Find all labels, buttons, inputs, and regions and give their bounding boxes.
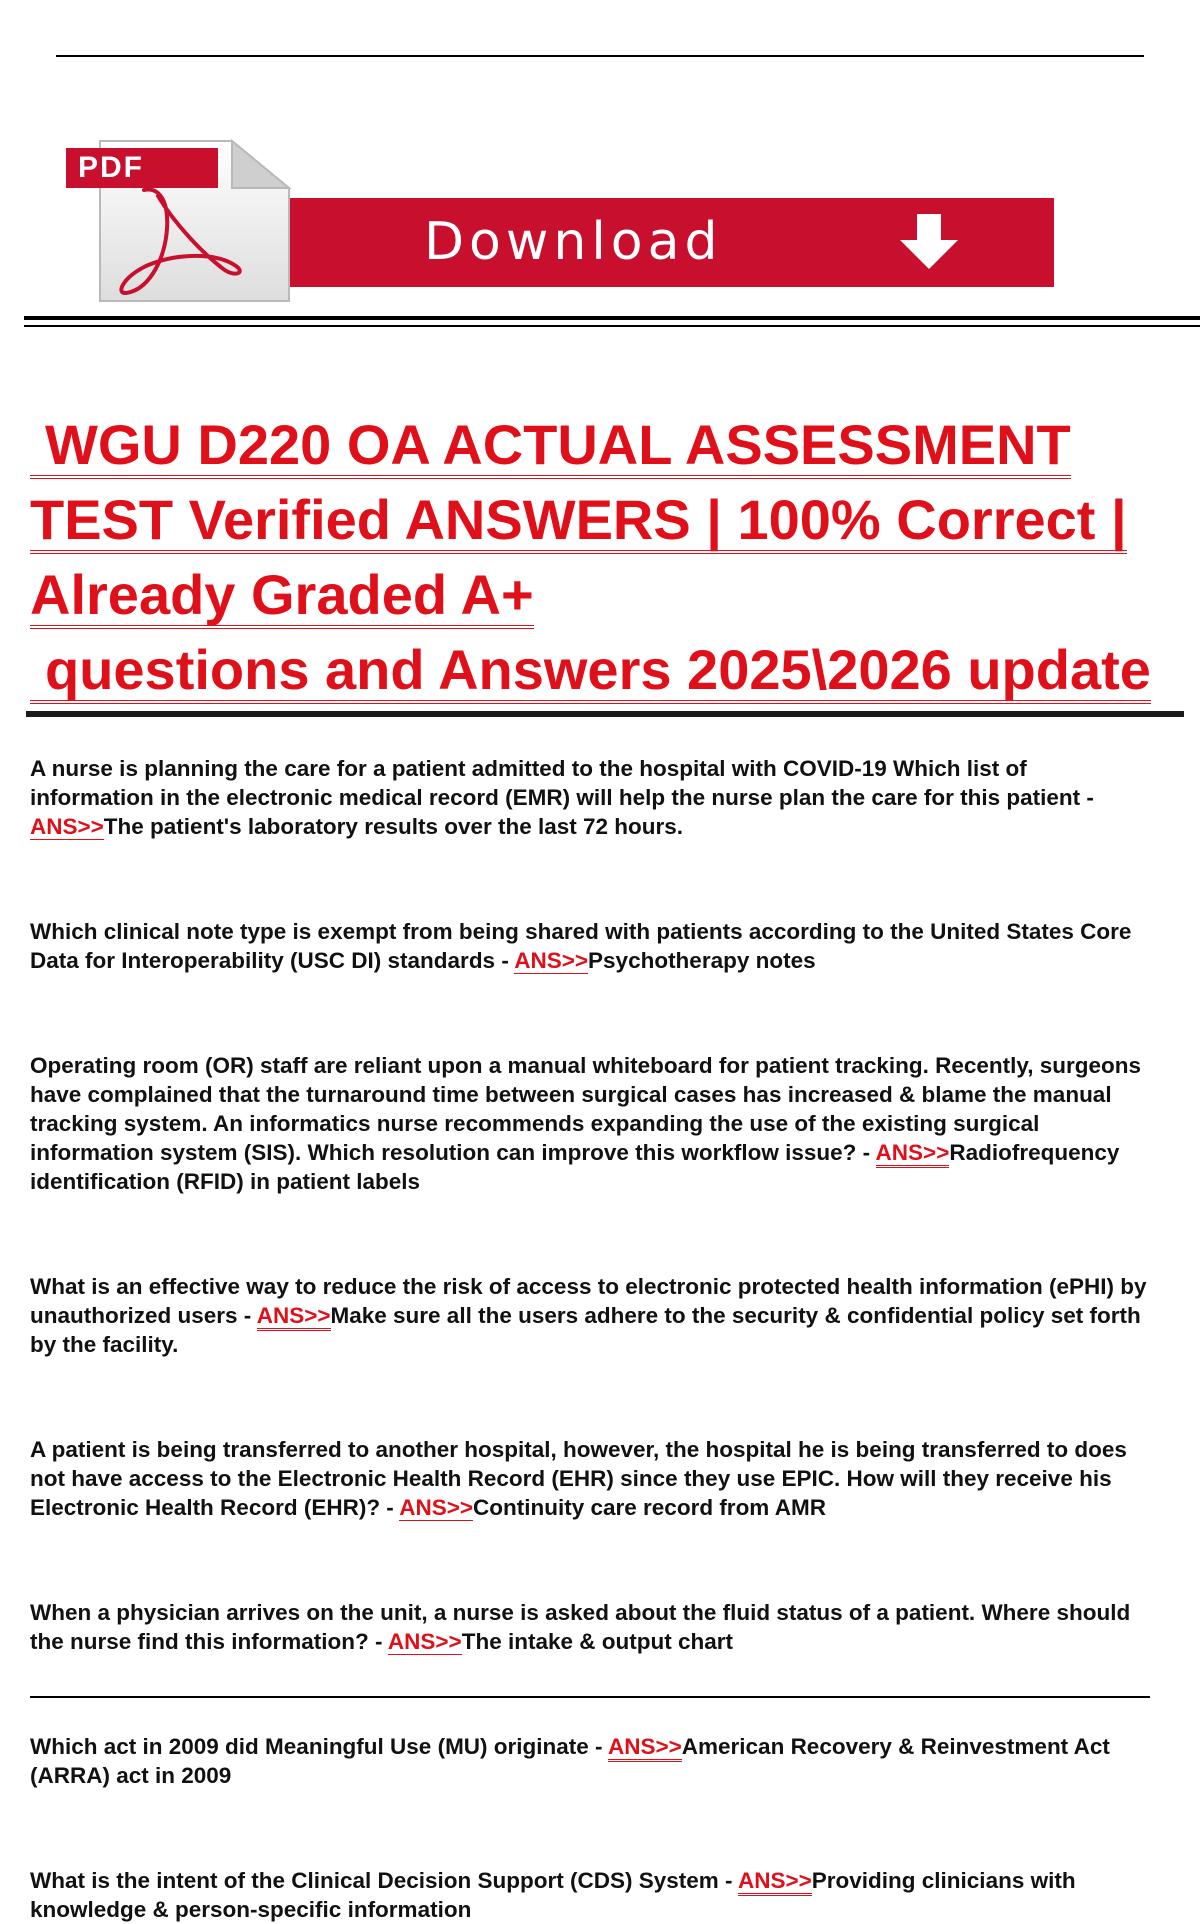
title-line-3: Already Graded A+ xyxy=(30,565,534,629)
qa-question: A nurse is planning the care for a patient admitted to the hospital with COVID-19 Which list of information in the electronic medical record (EMR) will help the nurse plan the care for this patient - xyxy=(30,756,1094,810)
title-line-2: TEST Verified ANSWERS | 100% Correct | xyxy=(30,490,1127,554)
ans-marker[interactable]: ANS>> xyxy=(399,1495,473,1522)
pdf-download-banner[interactable] xyxy=(64,138,1064,308)
qa-item xyxy=(30,1243,1198,1359)
qa-answer: Providing clinicians with knowledge & person-specific information xyxy=(30,1868,1076,1922)
qa-item xyxy=(30,1406,1198,1522)
qa-answer: Make sure all the users adhere to the security & confidential policy set forth by the facility. xyxy=(30,1303,1141,1357)
bottom-rule xyxy=(30,1696,1150,1698)
header-divider xyxy=(24,316,1200,327)
qa-question: Which act in 2009 did Meaningful Use (MU) originate - xyxy=(30,1734,608,1759)
ans-marker[interactable]: ANS>> xyxy=(738,1868,812,1896)
qa-answer: Continuity care record from AMR xyxy=(473,1495,826,1520)
qa-answer: Radiofrequency identification (RFID) in patient labels xyxy=(30,1140,1120,1194)
qa-answer: American Recovery & Reinvestment Act (ARRA) act in 2009 xyxy=(30,1734,1110,1788)
qa-item xyxy=(30,1703,1198,1790)
qa-item xyxy=(30,725,1198,841)
ans-marker[interactable]: ANS>> xyxy=(876,1140,950,1168)
title-divider xyxy=(26,711,1184,717)
qa-item xyxy=(30,1569,1198,1656)
ans-marker[interactable]: ANS>> xyxy=(388,1629,462,1656)
ans-marker[interactable]: ANS>> xyxy=(608,1734,682,1762)
download-label: Download xyxy=(424,212,723,272)
ans-marker[interactable]: ANS>> xyxy=(30,814,104,841)
page-title xyxy=(30,410,1190,710)
qa-item xyxy=(30,1022,1198,1196)
pdf-label: PDF xyxy=(78,151,144,184)
qa-list xyxy=(30,725,1198,1924)
ans-marker[interactable]: ANS>> xyxy=(257,1303,331,1331)
qa-question: When a physician arrives on the unit, a nurse is asked about the fluid status of a patient. Where should the nurse find this information? - xyxy=(30,1600,1131,1654)
qa-answer: The patient's laboratory results over the last 72 hours. xyxy=(103,814,684,839)
title-line-4: questions and Answers 2025\2026 update xyxy=(30,640,1151,704)
qa-item xyxy=(30,1837,1198,1924)
qa-answer: Psychotherapy notes xyxy=(588,948,816,973)
download-arrow-icon xyxy=(894,212,964,272)
qa-question: What is the intent of the Clinical Decision Support (CDS) System - xyxy=(30,1868,738,1893)
qa-question: Operating room (OR) staff are reliant upon a manual whiteboard for patient tracking. Recently, surgeons have complained that the turnaround time between surgical cases has increased & blame the manual tracking system. An informatics nurse recommends expanding the use of the existing surgical information system (SIS). Which resolution can improve this workflow issue? - xyxy=(30,1053,1142,1165)
qa-item xyxy=(30,888,1198,975)
qa-answer: The intake & output chart xyxy=(461,1629,733,1654)
qa-question: What is an effective way to reduce the risk of access to electronic protected health information (ePHI) by unauthorized users - xyxy=(30,1274,1147,1328)
qa-question: A patient is being transferred to another hospital, however, the hospital he is being transferred to does not have access to the Electronic Health Record (EHR) since they use EPIC. How will they receive his Electronic Health Record (EHR)? - xyxy=(30,1437,1127,1520)
qa-question: Which clinical note type is exempt from being shared with patients according to the United States Core Data for Interoperability (USC DI) standards - xyxy=(30,919,1132,973)
title-line-1: WGU D220 OA ACTUAL ASSESSMENT xyxy=(30,415,1071,479)
top-rule xyxy=(56,55,1144,57)
ans-marker[interactable]: ANS>> xyxy=(514,948,588,975)
